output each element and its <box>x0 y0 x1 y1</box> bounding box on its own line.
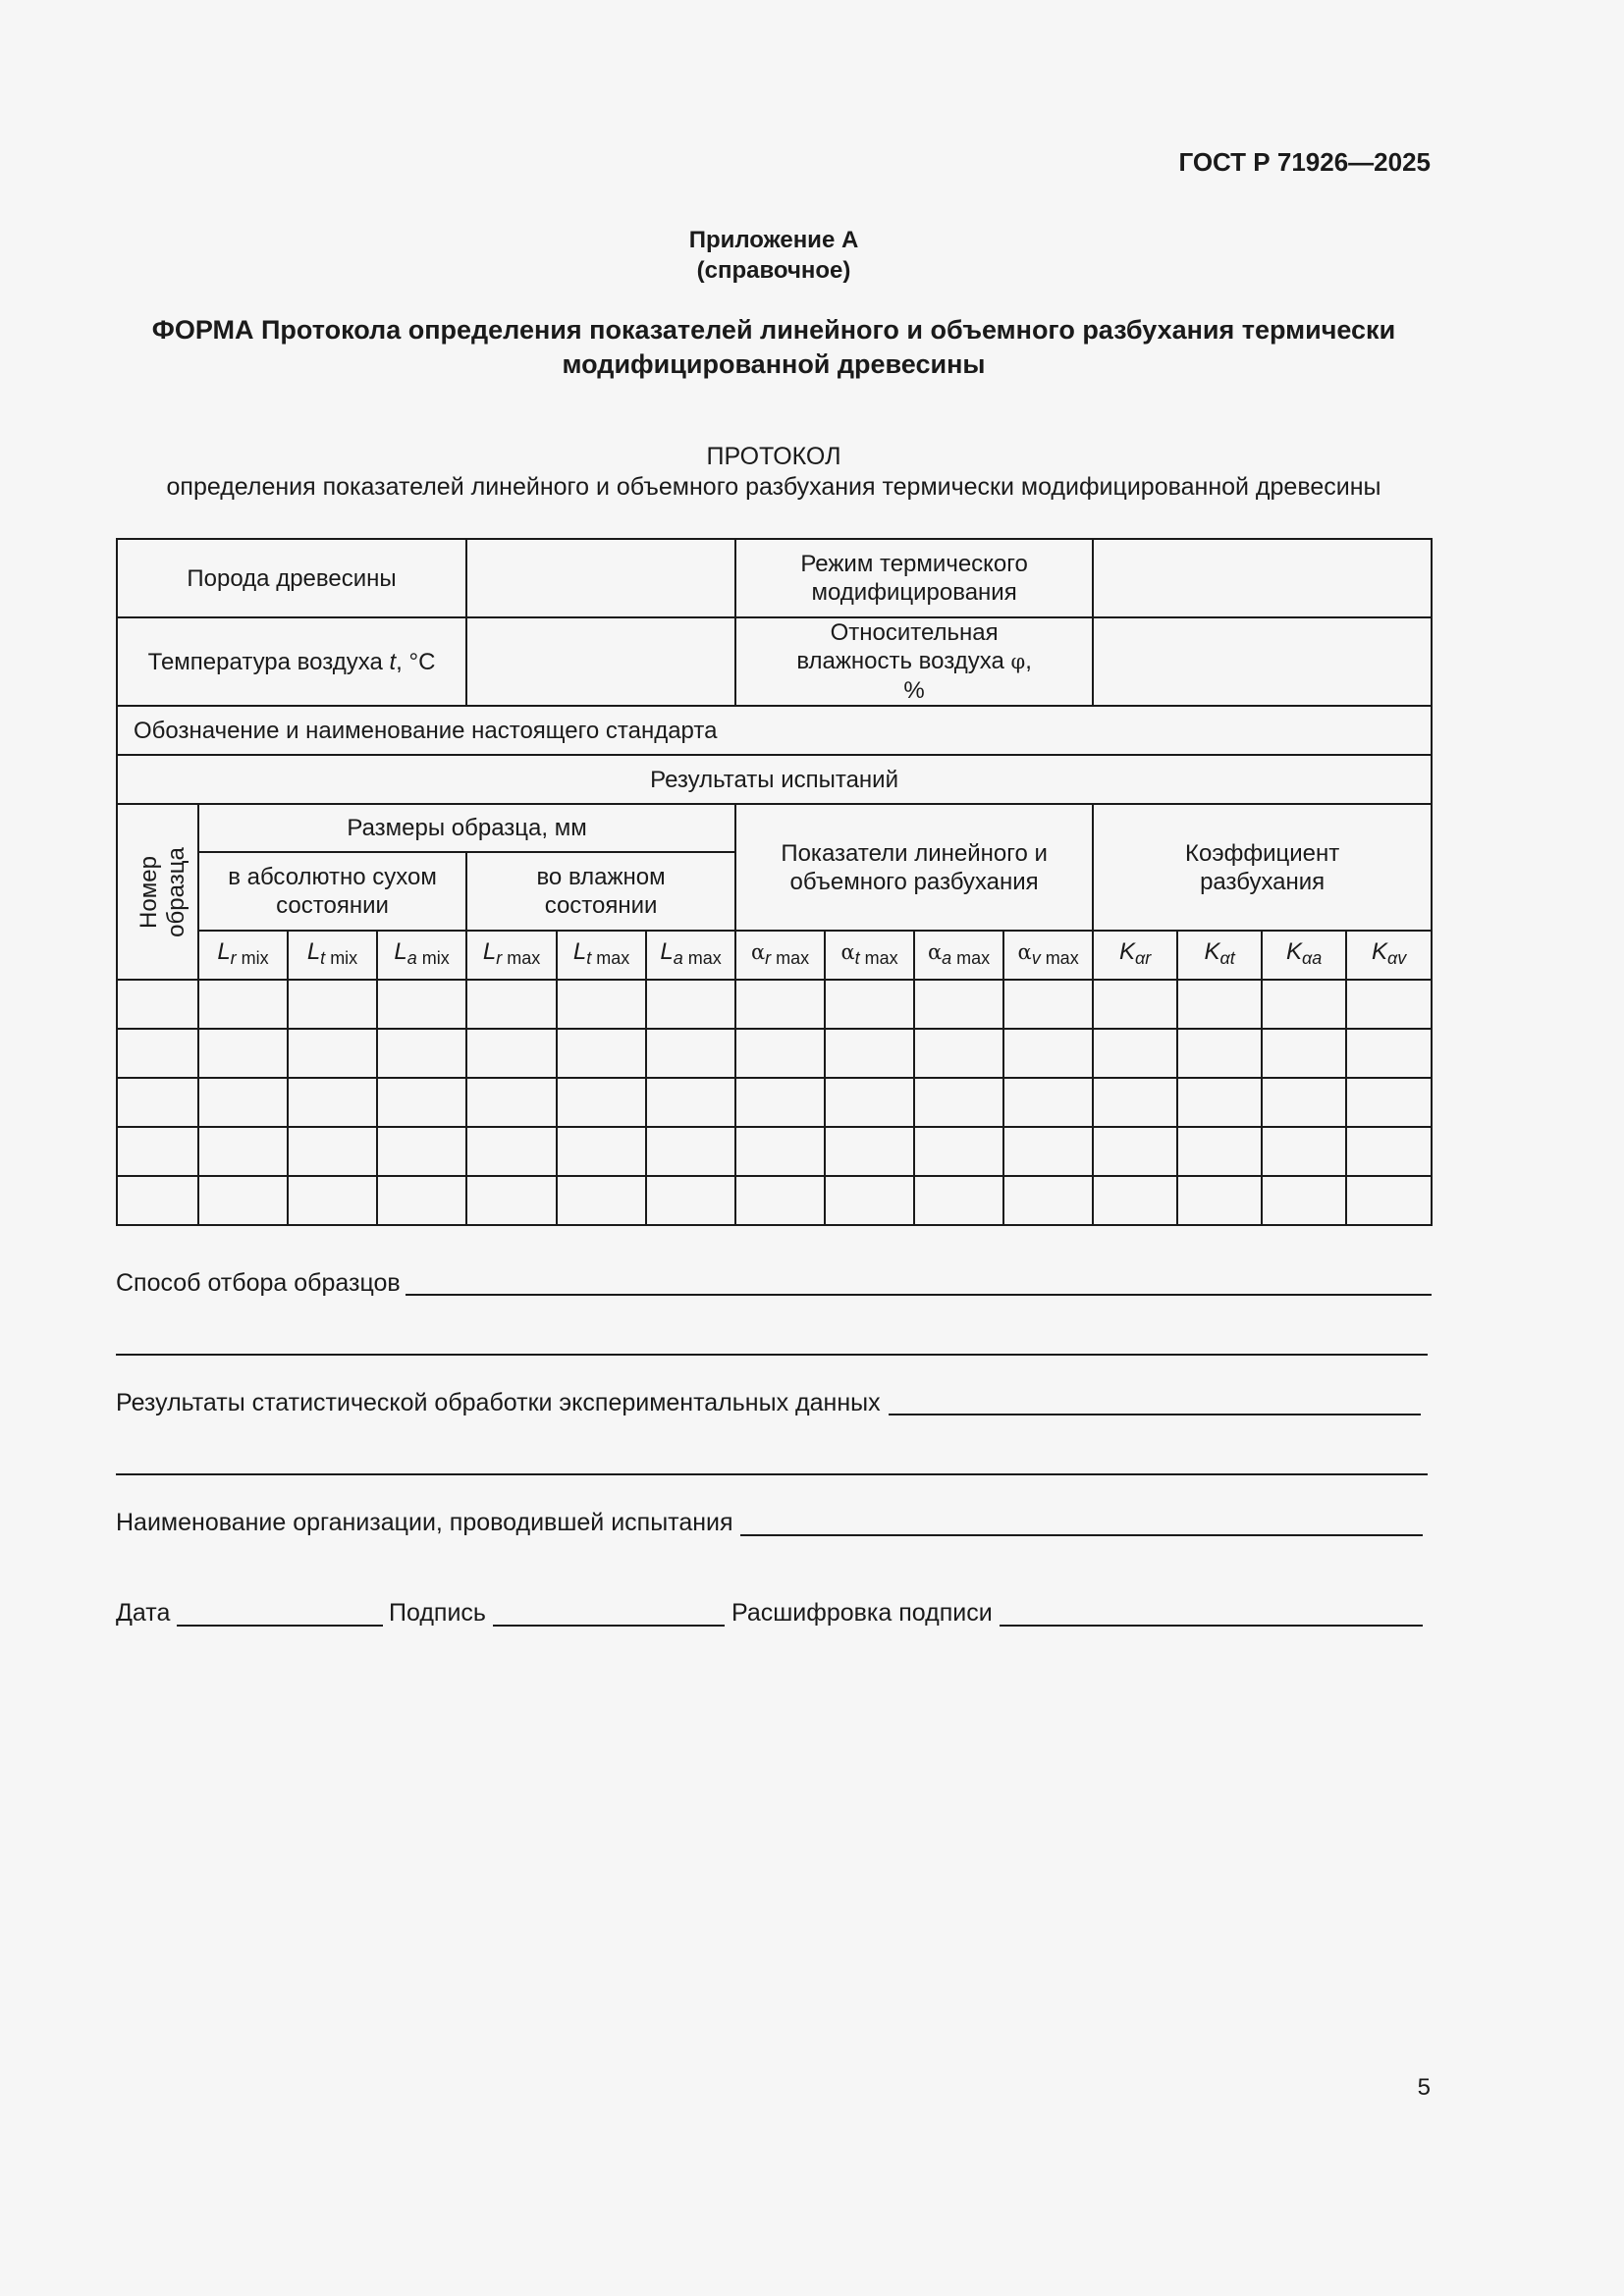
protocol-subtitle: определения показателей линейного и объемного разбухания термически модифицированной древесины <box>166 473 1381 501</box>
table-cell[interactable] <box>377 980 466 1029</box>
table-cell[interactable] <box>377 1029 466 1078</box>
wet-state-text: во влажном состоянии <box>536 864 666 919</box>
table-cell[interactable] <box>1177 980 1262 1029</box>
air-temp-symbol: t <box>389 648 397 675</box>
column-symbol-base: L <box>306 938 321 965</box>
column-symbol-sub: αr <box>1135 948 1152 968</box>
results-label: Результаты испытаний <box>117 755 1432 804</box>
table-cell[interactable] <box>288 1176 377 1225</box>
table-cell[interactable] <box>825 1078 914 1127</box>
table-cell[interactable] <box>198 1176 288 1225</box>
column-symbol-base: K <box>1204 938 1220 965</box>
column-symbol-base: L <box>572 938 587 965</box>
table-cell[interactable] <box>1177 1127 1262 1176</box>
column-symbol-text <box>1017 938 1079 968</box>
column-symbol-sub: a <box>942 948 952 968</box>
column-symbol-9 <box>1003 931 1093 980</box>
table-cell[interactable] <box>557 1176 646 1225</box>
table-cell[interactable] <box>198 1127 288 1176</box>
table-cell[interactable] <box>1093 1078 1177 1127</box>
column-symbol-13 <box>1346 931 1432 980</box>
table-cell[interactable] <box>198 980 288 1029</box>
column-symbol-base: L <box>394 938 407 965</box>
signature-line[interactable] <box>493 1625 725 1627</box>
sample-number-label-line1: Номер <box>135 855 162 929</box>
table-cell[interactable] <box>825 980 914 1029</box>
table-cell[interactable] <box>117 1127 198 1176</box>
thermal-mode-label-text: Режим термического модифицирования <box>800 551 1028 606</box>
column-symbol-base: L <box>660 938 674 965</box>
column-symbol-sub: t <box>854 948 860 968</box>
swelling-coef-header <box>1093 804 1432 931</box>
sampling-method-line-2[interactable] <box>116 1354 1428 1356</box>
column-symbol-text <box>1118 938 1152 968</box>
column-symbol-text <box>482 938 541 968</box>
dry-state-text: в абсолютно сухом состоянии <box>228 864 437 919</box>
column-symbol-tail: max <box>771 948 810 968</box>
table-cell[interactable] <box>288 1078 377 1127</box>
form-title: ФОРМА Протокола определения показателей линейного и объемного разбухания термически модифицированной древесины <box>151 315 1396 379</box>
column-symbol-base: K <box>1118 938 1135 965</box>
column-symbol-tail: mix <box>236 948 269 968</box>
column-symbol-7 <box>825 931 914 980</box>
table-cell[interactable] <box>1003 1029 1093 1078</box>
table-row <box>117 1029 1432 1078</box>
table-cell[interactable] <box>646 1029 735 1078</box>
column-symbol-base: K <box>1285 938 1302 965</box>
column-symbol-tail: max <box>682 948 722 968</box>
column-symbol-3 <box>466 931 557 980</box>
table-cell[interactable] <box>646 1078 735 1127</box>
column-symbol-base: α <box>840 940 855 964</box>
table-cell[interactable] <box>1346 980 1432 1029</box>
column-symbol-text <box>394 938 450 968</box>
annex-title: Приложение А <box>688 227 859 253</box>
date-line[interactable] <box>177 1625 383 1627</box>
air-temp-label-text: Температура воздуха <box>147 648 383 675</box>
column-symbol-tail: max <box>951 948 991 968</box>
column-symbol-tail: max <box>859 948 898 968</box>
column-symbol-sub: r <box>765 948 772 968</box>
column-symbol-12 <box>1262 931 1346 980</box>
table-cell[interactable] <box>914 1127 1003 1176</box>
column-symbol-sub: αt <box>1219 948 1235 968</box>
table-cell[interactable] <box>1346 1029 1432 1078</box>
wood-species-value[interactable] <box>466 539 735 617</box>
table-cell[interactable] <box>1262 1029 1346 1078</box>
table-cell[interactable] <box>646 1176 735 1225</box>
table-cell[interactable] <box>557 1127 646 1176</box>
table-cell[interactable] <box>117 980 198 1029</box>
signature-label: Подпись <box>389 1599 486 1627</box>
table-cell[interactable] <box>1003 1078 1093 1127</box>
table-cell[interactable] <box>646 1127 735 1176</box>
column-symbol-sub: t <box>320 948 326 968</box>
table-cell[interactable] <box>288 1127 377 1176</box>
wet-state-header <box>466 852 735 931</box>
column-symbol-sub: r <box>230 948 237 968</box>
protocol-table <box>116 538 1433 1226</box>
column-symbol-0 <box>198 931 288 980</box>
air-temp-unit: , °C <box>396 648 436 675</box>
column-symbol-6 <box>735 931 825 980</box>
table-cell[interactable] <box>1093 1176 1177 1225</box>
table-cell[interactable] <box>1177 1029 1262 1078</box>
table-cell[interactable] <box>1093 1127 1177 1176</box>
table-cell[interactable] <box>198 1029 288 1078</box>
humidity-label-text: Относительная влажность воздуха <box>796 619 1004 674</box>
swelling-coef-text: Коэффициент разбухания <box>1185 839 1340 895</box>
table-cell[interactable] <box>466 1176 557 1225</box>
organization-label: Наименование организации, проводившей испытания <box>116 1509 733 1536</box>
table-cell[interactable] <box>914 1029 1003 1078</box>
table-cell[interactable] <box>557 980 646 1029</box>
table-cell[interactable] <box>1093 1029 1177 1078</box>
column-symbol-text <box>750 938 810 968</box>
table-cell[interactable] <box>117 1078 198 1127</box>
column-symbol-base: α <box>1017 940 1032 964</box>
column-symbol-tail: max <box>591 948 630 968</box>
column-symbol-2 <box>377 931 466 980</box>
annex-heading <box>0 225 1547 286</box>
table-cell[interactable] <box>117 1029 198 1078</box>
standard-label: Обозначение и наименование настоящего стандарта <box>117 706 1432 755</box>
sample-size-header: Размеры образца, мм <box>198 804 735 852</box>
signature-decode-line[interactable] <box>1000 1625 1423 1627</box>
statistics-line-2[interactable] <box>116 1473 1428 1475</box>
date-label: Дата <box>116 1599 171 1627</box>
table-cell[interactable] <box>1093 980 1177 1029</box>
sample-number-label <box>135 847 190 937</box>
thermal-mode-label <box>735 539 1093 617</box>
air-temp-label <box>117 617 466 706</box>
humidity-label <box>735 617 1093 706</box>
table-cell[interactable] <box>914 1176 1003 1225</box>
table-cell[interactable] <box>198 1078 288 1127</box>
table-cell[interactable] <box>288 980 377 1029</box>
table-cell[interactable] <box>117 1176 198 1225</box>
signature-decode-label: Расшифровка подписи <box>731 1599 993 1627</box>
column-symbol-text <box>660 938 722 968</box>
table-cell[interactable] <box>1346 1127 1432 1176</box>
column-symbol-11 <box>1177 931 1262 980</box>
column-symbol-tail: mix <box>325 948 358 968</box>
table-cell[interactable] <box>735 1029 825 1078</box>
table-cell[interactable] <box>1003 1127 1093 1176</box>
table-cell[interactable] <box>1003 1176 1093 1225</box>
wood-species-label: Порода древесины <box>117 539 466 617</box>
table-cell[interactable] <box>466 980 557 1029</box>
protocol-title: ПРОТОКОЛ <box>706 443 841 470</box>
statistics-label: Результаты статистической обработки экспериментальных данных <box>116 1389 881 1416</box>
column-symbol-sub: αa <box>1301 948 1323 968</box>
table-cell[interactable] <box>466 1029 557 1078</box>
column-symbol-text <box>572 938 630 968</box>
column-symbol-base: L <box>482 938 497 965</box>
table-cell[interactable] <box>914 1078 1003 1127</box>
sample-number-header <box>117 804 198 980</box>
table-cell[interactable] <box>1262 1078 1346 1127</box>
column-symbol-text <box>1204 938 1235 968</box>
table-cell[interactable] <box>1262 1127 1346 1176</box>
table-cell[interactable] <box>377 1176 466 1225</box>
table-cell[interactable] <box>466 1078 557 1127</box>
column-symbol-tail: max <box>1040 948 1079 968</box>
thermal-mode-value[interactable] <box>1093 539 1432 617</box>
dry-state-header <box>198 852 466 931</box>
table-cell[interactable] <box>1177 1078 1262 1127</box>
column-symbol-text <box>1285 938 1323 968</box>
table-row <box>117 1176 1432 1225</box>
table-cell[interactable] <box>825 1176 914 1225</box>
column-symbol-base: L <box>217 938 231 965</box>
sampling-method-line[interactable] <box>406 1294 1432 1296</box>
protocol-heading <box>116 442 1432 503</box>
column-symbol-base: K <box>1371 938 1387 965</box>
table-cell[interactable] <box>1346 1176 1432 1225</box>
table-cell[interactable] <box>288 1029 377 1078</box>
column-symbol-5 <box>646 931 735 980</box>
sample-number-label-line2: образца <box>162 846 189 937</box>
column-symbol-text <box>217 938 269 968</box>
table-cell[interactable] <box>646 980 735 1029</box>
table-cell[interactable] <box>735 980 825 1029</box>
column-symbol-1 <box>288 931 377 980</box>
table-cell[interactable] <box>1177 1176 1262 1225</box>
table-row <box>117 1127 1432 1176</box>
humidity-symbol: φ <box>1010 650 1026 673</box>
column-symbol-text <box>840 938 898 968</box>
table-row <box>117 1078 1432 1127</box>
standard-code: ГОСТ Р 71926—2025 <box>1178 147 1431 177</box>
sampling-method-label: Способ отбора образцов <box>116 1269 401 1297</box>
table-cell[interactable] <box>1262 980 1346 1029</box>
column-symbol-sub: a <box>673 948 683 968</box>
table-cell[interactable] <box>825 1127 914 1176</box>
table-cell[interactable] <box>557 1078 646 1127</box>
column-symbol-10 <box>1093 931 1177 980</box>
column-symbol-tail: mix <box>416 948 450 968</box>
column-symbol-text <box>1371 938 1407 968</box>
table-cell[interactable] <box>1346 1078 1432 1127</box>
table-cell[interactable] <box>914 980 1003 1029</box>
table-cell[interactable] <box>735 1078 825 1127</box>
symbol-header-row <box>117 931 1432 980</box>
table-row <box>117 980 1432 1029</box>
table-cell[interactable] <box>1262 1176 1346 1225</box>
page-number: 5 <box>1417 2074 1431 2101</box>
column-symbol-sub: r <box>496 948 503 968</box>
humidity-value[interactable] <box>1093 617 1432 706</box>
table-cell[interactable] <box>466 1127 557 1176</box>
swelling-indicators-header <box>735 804 1093 931</box>
air-temp-value[interactable] <box>466 617 735 706</box>
table-cell[interactable] <box>377 1127 466 1176</box>
column-symbol-4 <box>557 931 646 980</box>
column-symbol-base: α <box>927 940 943 964</box>
organization-line[interactable] <box>740 1534 1423 1536</box>
column-symbol-8 <box>914 931 1003 980</box>
column-symbol-tail: max <box>502 948 541 968</box>
column-symbol-base: α <box>750 940 766 964</box>
table-cell[interactable] <box>825 1029 914 1078</box>
table-cell[interactable] <box>735 1176 825 1225</box>
statistics-line[interactable] <box>889 1414 1421 1415</box>
data-rows <box>117 980 1432 1225</box>
column-symbol-sub: αv <box>1387 948 1407 968</box>
table-cell[interactable] <box>735 1127 825 1176</box>
column-symbol-text <box>927 938 991 968</box>
table-cell[interactable] <box>1003 980 1093 1029</box>
column-symbol-sub: a <box>406 948 417 968</box>
column-symbol-sub: v <box>1031 948 1041 968</box>
swelling-indicators-text: Показатели линейного и объемного разбухания <box>781 839 1048 895</box>
annex-note: (справочное) <box>696 257 851 284</box>
table-cell[interactable] <box>557 1029 646 1078</box>
table-cell[interactable] <box>377 1078 466 1127</box>
column-symbol-sub: t <box>586 948 592 968</box>
column-symbol-text <box>306 938 358 968</box>
humidity-unit: , % <box>903 648 1032 704</box>
